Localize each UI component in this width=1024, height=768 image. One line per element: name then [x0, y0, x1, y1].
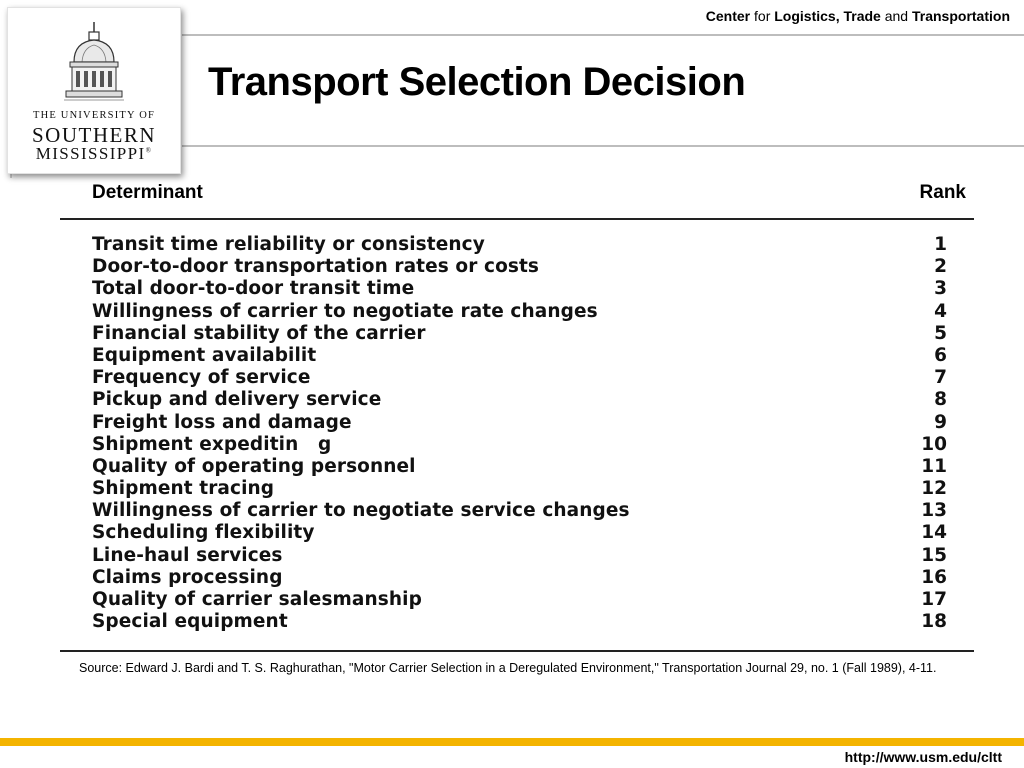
logo-line-2: SOUTHERN — [31, 123, 156, 147]
table-row — [60, 478, 974, 500]
determinant-cell: Special equipment — [92, 611, 288, 633]
table-row — [60, 611, 974, 633]
page-title: Transport Selection Decision — [208, 60, 746, 104]
determinant-cell: Shipment expeditin g — [92, 433, 332, 455]
determinant-cell: Equipment availabilit — [92, 344, 317, 366]
rank-cell: 17 — [921, 589, 947, 610]
center-heading — [706, 8, 1010, 24]
determinant-cell: Door-to-door transportation rates or costs — [92, 256, 540, 278]
table-row — [60, 522, 974, 544]
center-word: Center — [705, 8, 751, 24]
rank-cell: 9 — [934, 411, 947, 433]
source-citation: Source: Edward J. Bardi and T. S. Raghurathan, "Motor Carrier Selection in a Deregulated Environment," Transportation Journal 29, no. 1 (Fall 1989), 4-11. — [79, 661, 937, 675]
rank-cell: 10 — [921, 433, 947, 455]
table-row — [60, 412, 974, 434]
rank-cell: 4 — [934, 300, 947, 322]
rank-cell: 3 — [934, 278, 947, 300]
rank-cell: 16 — [921, 566, 947, 588]
determinant-cell: Willingness of carrier to negotiate rate changes — [92, 300, 598, 322]
determinant-cell: Line-haul services — [92, 544, 283, 566]
and-word: and — [884, 8, 909, 24]
table-row — [60, 389, 974, 411]
table-row — [60, 589, 974, 611]
rank-cell: 15 — [921, 544, 947, 566]
determinant-cell: Transit time reliability or consistency — [92, 234, 485, 255]
determinant-cell: Claims processing — [92, 566, 283, 588]
rank-cell: 5 — [934, 322, 947, 344]
rank-cell: 7 — [934, 367, 947, 389]
table-row — [60, 434, 974, 456]
footer-url: http://www.usm.edu/cltt — [844, 749, 1002, 765]
table-row — [60, 301, 974, 323]
table-row — [60, 567, 974, 589]
table-body — [60, 234, 974, 633]
table-row — [60, 545, 974, 567]
determinant-cell: Total door-to-door transit time — [92, 278, 415, 300]
logo-line-3-text: MISSISSIPPI — [35, 144, 146, 163]
determinant-cell: Pickup and delivery service — [92, 389, 382, 411]
title-rule — [182, 145, 1024, 147]
rank-cell: 14 — [921, 522, 947, 544]
table-row — [60, 278, 974, 300]
rank-cell: 2 — [934, 256, 947, 278]
rank-cell: 11 — [921, 455, 947, 477]
determinant-cell: Shipment tracing — [92, 478, 275, 500]
determinant-cell: Frequency of service — [92, 367, 311, 389]
logo-line-3 — [8, 144, 180, 164]
determinant-cell: Scheduling flexibility — [92, 522, 315, 544]
table-row — [60, 256, 974, 278]
header-underline — [60, 218, 974, 220]
table-bottom-rule — [60, 650, 974, 652]
registered-mark: ® — [145, 146, 153, 155]
determinant-cell: Freight loss and damage — [92, 411, 352, 433]
logistics-trade-word: Logistics, Trade — [774, 8, 881, 24]
dome-icon — [64, 22, 124, 106]
for-word: for — [754, 8, 771, 24]
table-row — [60, 456, 974, 478]
column-header-rank: Rank — [919, 182, 966, 203]
determinant-cell: Quality of carrier salesmanship — [92, 589, 422, 610]
table-row — [60, 234, 974, 256]
table-row — [60, 323, 974, 345]
transportation-word: Transportation — [911, 8, 1010, 24]
university-logo — [7, 7, 181, 174]
rank-cell: 13 — [921, 500, 947, 522]
table-row — [60, 345, 974, 367]
rank-cell: 6 — [934, 344, 947, 366]
header-rule — [182, 34, 1024, 36]
rank-cell: 1 — [934, 234, 947, 255]
column-header-determinant: Determinant — [92, 182, 203, 203]
table-row — [60, 367, 974, 389]
logo-line-1: THE UNIVERSITY OF — [32, 110, 156, 121]
footer-band — [0, 738, 1024, 746]
rank-cell: 12 — [921, 478, 947, 500]
determinant-cell: Willingness of carrier to negotiate service changes — [92, 500, 630, 522]
determinant-cell: Financial stability of the carrier — [92, 322, 426, 344]
rank-cell: 8 — [934, 389, 947, 411]
rank-cell: 18 — [921, 611, 947, 633]
table-row — [60, 500, 974, 522]
determinant-cell: Quality of operating personnel — [92, 455, 416, 477]
